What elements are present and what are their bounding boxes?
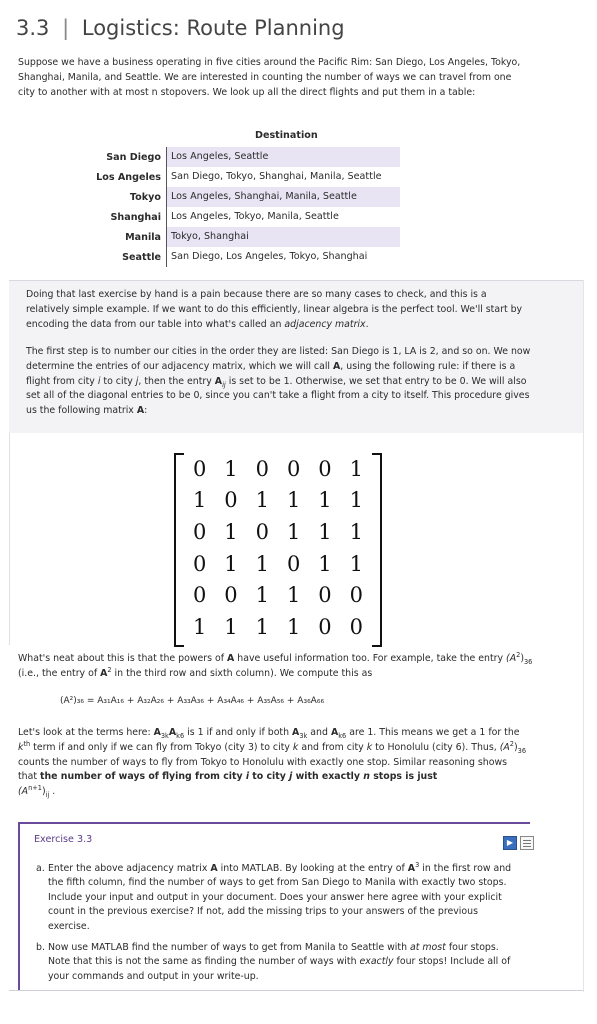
text-run: with exactly [292,771,364,783]
matrix-cell: 0 [349,615,364,640]
matrix-cell: 1 [286,520,301,545]
item-label: a. [36,863,45,874]
exponent: n+1 [28,784,42,793]
text-run: (i.e., the entry of [18,667,101,679]
exercise-title: Exercise 3.3 [34,834,93,845]
destination-list: Tokyo, Shanghai [166,227,400,247]
bottom-rule [9,990,584,991]
matrix-symbol: A [210,863,218,874]
exercise-item-b [36,941,518,984]
adjacency-matrix-term: adjacency matrix [284,318,366,330]
matrix-cell: 1 [224,551,238,576]
origin-city: Manila [125,232,161,243]
matrix-cell: 1 [224,520,238,545]
table-row [0,207,597,227]
matrix-cell: 0 [318,456,332,481]
matlab-run-icon[interactable]: ▶ [503,836,517,850]
text-run: ) [514,741,518,753]
text-run: ) [520,653,524,664]
text-run: , using the following rule: if there is a flight from city [26,360,516,387]
exercise-box [18,822,530,990]
text-run: four stops! Include all of your commands and output in your write-up. [48,956,511,982]
text-run: to Honolulu (city 6). Thus, [372,741,500,753]
text-run: is 1 if and only if both [184,727,293,738]
matrix-cell: 1 [255,488,270,513]
table-row [0,227,597,247]
text-run: have useful information too. For example, take the entry [234,653,507,664]
powers-paragraph [18,652,533,682]
matrix-symbol: A [153,727,161,738]
text-run: What's neat about this is that the powers of [18,653,228,664]
matrix-cell: 1 [224,615,238,640]
matrix-cell: 1 [349,456,364,481]
destination-list: San Diego, Los Angeles, Tokyo, Shanghai [166,247,400,267]
matrix-cell: 0 [286,456,301,481]
origin-city: San Diego [106,152,161,163]
subscript: 36 [517,746,527,755]
matrix-cell: 1 [318,520,332,545]
text-run: to city [249,771,290,783]
text-run: . [49,786,56,798]
matrix-symbol: A [292,727,300,738]
destination-list: Los Angeles, Tokyo, Manila, Seattle [166,207,400,227]
text-run: term if and only if we can fly from Tokyo (city 3) to city [30,741,293,753]
matrix-cell: 0 [255,520,270,545]
var-j: j [289,771,293,783]
matrix-cell: 0 [192,520,207,545]
emphasis: at most [410,942,446,953]
var-i: i [97,375,101,387]
exercise-item-a [36,860,518,934]
subscript: ij [45,791,50,800]
var-j: j [135,375,139,387]
exercise-icons [500,836,534,850]
matrix-cell: 0 [224,488,238,513]
title-separator: | [62,16,70,40]
matrix-cell: 0 [349,583,364,608]
matrix-cell: 1 [192,615,207,640]
numbering-paragraph [26,345,538,419]
text-run: in the first row and the fifth column, find the number of ways to get from San Diego to Manila with exactly two stops. Include your input and output in your document. Does your answer here agree with your explicit count in the previous exercise? If not, add the missing trips to your answers of the previous exercise. [48,863,512,932]
section-heading: Logistics: Route Planning [81,16,345,40]
matrix-cell: 1 [255,583,270,608]
destination-list: Los Angeles, Shanghai, Manila, Seattle [166,187,400,207]
matrix-symbol: A [330,727,339,738]
matrix-cell: 1 [255,615,270,640]
origin-city: Los Angeles [96,172,161,183]
matrix-cell: 1 [286,615,301,640]
matrix-cell: 0 [192,583,207,608]
matrix-cell: 0 [318,583,332,608]
document-icon[interactable] [520,836,534,850]
matrix-symbol: A [407,863,416,874]
table-row [0,187,597,207]
matrix-cell: 1 [255,551,270,576]
text-run: stops is just [369,771,438,783]
text-run: Now use MATLAB find the number of ways to get from Manila to Seattle with [48,942,410,953]
text-run: and from city [298,741,367,753]
var-k: k [292,741,299,753]
matrix-cell: 0 [224,583,238,608]
matrix-cell: 1 [349,520,364,545]
matrix-symbol: A [227,653,235,664]
matrix-cell: 0 [255,456,270,481]
subscript: k6 [176,731,185,740]
matrix-power: (A [506,653,517,664]
exponent: 2 [107,665,112,674]
exponent: 3 [415,860,420,869]
text-run: : [144,405,148,417]
matrix-grid [184,453,372,643]
origin-city: Seattle [122,252,161,263]
text-run: in the third row and sixth column). We compute this as [111,667,373,679]
formula: (A²)₃₆ = A₃₁A₁₆ + A₃₂A₂₆ + A₃₃A₃₆ + A₃₄A₄₆ + A₃₅A₅₆ + A₃₆A₆₆ [60,696,325,706]
text-run: into MATLAB. By looking at the entry of [217,863,408,874]
var-i: i [245,771,250,783]
subscript: 3k [299,731,308,740]
origin-city: Tokyo [129,192,161,203]
destination-list: Los Angeles, Seattle [166,147,400,167]
table-row [0,247,597,267]
matrix-symbol: A [214,375,223,387]
terms-paragraph [18,726,528,800]
matrix-power: (A [499,741,510,753]
section-number: 3.3 [16,16,50,40]
exponent: 2 [516,650,521,659]
text-run: ) [41,786,46,798]
var-k: k [18,741,24,753]
text-run: to city [100,375,136,387]
text-run: four stops. Note that this is not the same as finding the number of ways with [48,942,499,968]
subscript-ij: ij [222,380,226,389]
matrix-power: (A [18,786,29,798]
text-run: the number of ways of flying from city [40,771,246,783]
subscript: 36 [523,657,533,666]
matrix-cell: 1 [192,488,207,513]
origin-city: Shanghai [110,212,161,223]
section-title [16,16,345,40]
destination-list: San Diego, Tokyo, Shanghai, Manila, Seattle [166,167,400,187]
intro-paragraph: Suppose we have a business operating in five cities around the Pacific Rim: San Diego, Los Angeles, Tokyo, Shanghai, Manila, and Seattle. We are interested in counting the number of ways we can travel from one city to another with at most n stopovers. We look up all the direct flights and put them in a table: [18,57,521,98]
item-label: b. [36,942,45,953]
left-bracket [174,453,184,647]
subscript: 3k [160,731,169,740]
destination-header: Destination [255,130,318,141]
adjacency-matrix [174,453,382,643]
matrix-cell: 1 [349,551,364,576]
subscript: k6 [338,731,347,740]
matrix-cell: 1 [318,551,332,576]
text-run: Enter the above adjacency matrix [48,863,211,874]
matrix-symbol: A [333,360,341,372]
text-run: and [307,727,331,738]
matrix-symbol: A [136,405,145,417]
text-run: , then the entry [138,375,215,387]
ordinal: th [23,739,31,748]
matrix-area [9,433,585,645]
matrix-cell: 0 [318,615,332,640]
text-run: is set to be 1. Otherwise, we set that entry to be 0. We will also set all of the diagonal entries to be 0, since you can't take a flight from a city to itself. This procedure gives us the following matrix [26,375,530,417]
matrix-cell: 0 [192,551,207,576]
matrix-cell: 1 [224,456,238,481]
text-run: are 1. This means we get a 1 for the [346,727,520,738]
text-run: . [365,318,369,330]
table-row [0,147,597,167]
right-rule [583,280,584,992]
text-run: Doing that last exercise by hand is a pain because there are so many cases to check, and this is a relatively simple example. If we want to do this efficiently, linear algebra is the perfect tool. We'll start by encoding the data from our table into what's called an [26,289,523,330]
text-run: counts the number of ways to fly from Tokyo to Honolulu with exactly one stop. Similar reasoning shows that [18,756,508,783]
var-n: n [363,771,370,783]
right-bracket [372,453,382,647]
matrix-symbol: A [100,667,108,679]
matrix-cell: 1 [349,488,364,513]
exponent: 2 [509,739,514,748]
text-run: Let's look at the terms here: [18,727,154,738]
matrix-symbol: A [168,727,177,738]
adjacency-intro-paragraph [26,288,526,332]
matrix-cell: 1 [318,488,332,513]
emphasis: exactly [359,956,394,968]
matrix-cell: 1 [286,583,301,608]
text-run: The first step is to number our cities in the order they are listed: San Diego is 1, LA is 2, and so on. We now determine the entries of our adjacency matrix, which we will call [26,346,531,372]
matrix-cell: 1 [286,488,301,513]
matrix-cell: 0 [286,551,301,576]
table-row [0,167,597,187]
var-k: k [366,741,373,753]
matrix-cell: 0 [192,456,207,481]
